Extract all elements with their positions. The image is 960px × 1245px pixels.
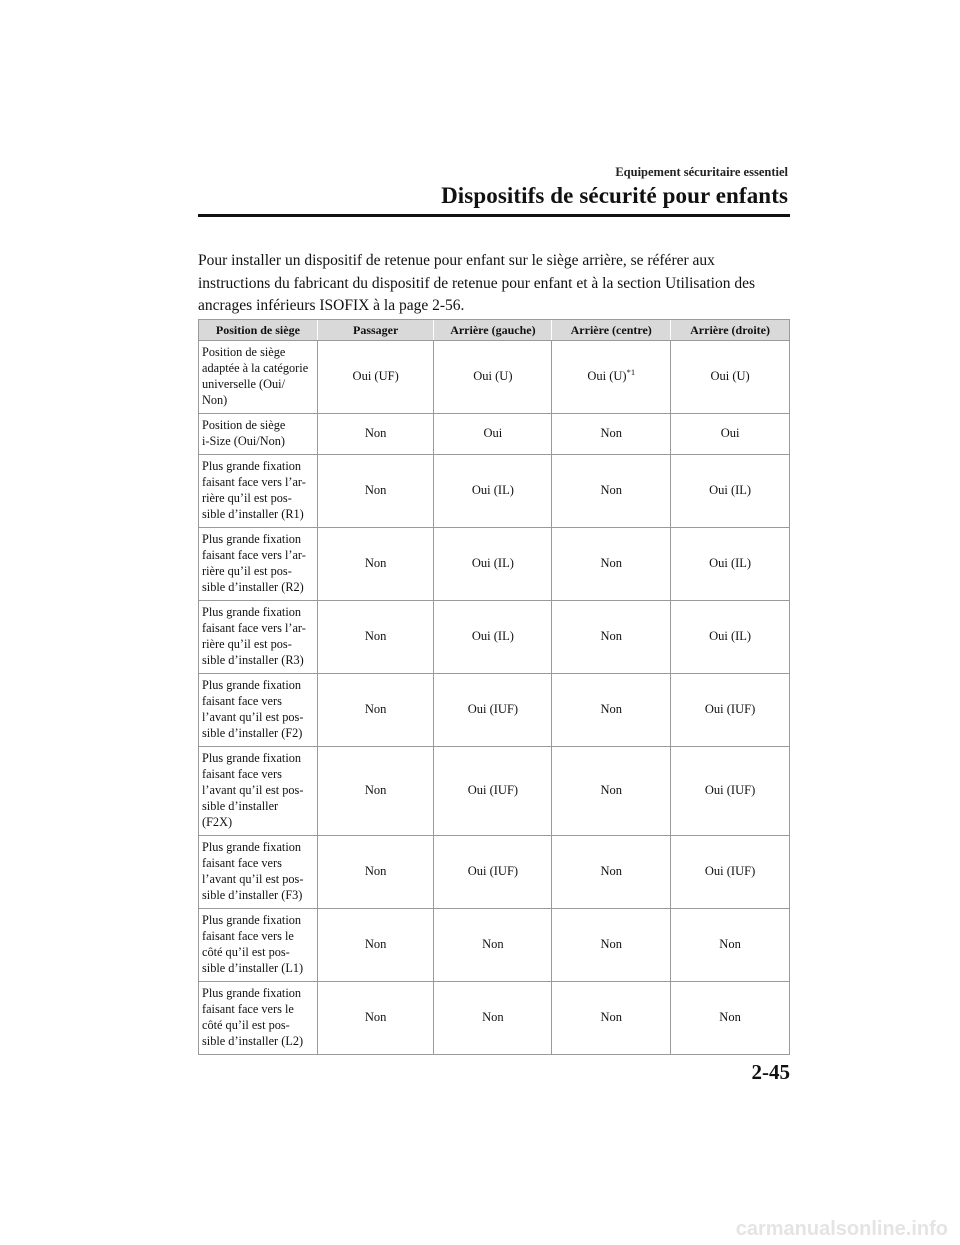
cell-rear-left: Oui (IL) <box>434 601 552 674</box>
row-label: Position de siège i-Size (Oui/Non) <box>199 414 318 455</box>
table-row <box>199 982 790 1055</box>
cell-rear-center: Non <box>552 909 671 982</box>
cell-rear-right: Oui (IUF) <box>671 674 790 747</box>
cell-rear-left: Non <box>434 982 552 1055</box>
cell-rear-right: Oui (IUF) <box>671 747 790 836</box>
row-label: Plus grande fixation faisant face vers l’ar- rière qu’il est pos- sible d’installer (R3) <box>199 601 318 674</box>
header-rear-left: Arrière (gauche) <box>434 320 552 341</box>
cell-rear-center: Non <box>552 674 671 747</box>
cell-passenger: Non <box>317 414 434 455</box>
title-rule <box>198 214 790 217</box>
footnote-marker: *1 <box>626 367 636 378</box>
table-row <box>199 528 790 601</box>
cell-rear-left: Oui (IL) <box>434 528 552 601</box>
cell-rear-right: Oui (IL) <box>671 455 790 528</box>
cell-passenger: Non <box>317 747 434 836</box>
cell-rear-center: Non <box>552 414 671 455</box>
isofix-compatibility-table <box>198 319 790 1055</box>
watermark-logo: carmanualsonline.info <box>735 1218 948 1240</box>
table-header-row <box>199 320 790 341</box>
row-label: Plus grande fixation faisant face vers l’avant qu’il est pos- sible d’installer (F2) <box>199 674 318 747</box>
table-row <box>199 601 790 674</box>
cell-rear-center: Non <box>552 528 671 601</box>
cell-passenger: Oui (UF) <box>317 341 434 414</box>
cell-rear-center: Non <box>552 982 671 1055</box>
page-number: 2-45 <box>751 1060 790 1084</box>
section-label: Equipement sécuritaire essentiel <box>615 165 788 179</box>
table-row <box>199 674 790 747</box>
row-label: Plus grande fixation faisant face vers le côté qu’il est pos- sible d’installer (L1) <box>199 909 318 982</box>
row-label: Plus grande fixation faisant face vers le côté qu’il est pos- sible d’installer (L2) <box>199 982 318 1055</box>
cell-rear-center: Non <box>552 455 671 528</box>
header-rear-right: Arrière (droite) <box>671 320 790 341</box>
row-label: Position de siège adaptée à la catégorie universelle (Oui/ Non) <box>199 341 318 414</box>
table-row <box>199 836 790 909</box>
cell-rear-center: Non <box>552 601 671 674</box>
cell-rear-left: Oui (IUF) <box>434 674 552 747</box>
cell-rear-right: Oui (IL) <box>671 528 790 601</box>
cell-rear-right: Non <box>671 982 790 1055</box>
header-seat-position: Position de siège <box>199 320 318 341</box>
cell-passenger: Non <box>317 674 434 747</box>
cell-rear-center: Non <box>552 747 671 836</box>
cell-rear-left: Oui (IUF) <box>434 836 552 909</box>
cell-passenger: Non <box>317 909 434 982</box>
row-label: Plus grande fixation faisant face vers l’ar- rière qu’il est pos- sible d’installer (R1) <box>199 455 318 528</box>
cell-rear-right: Oui (IL) <box>671 601 790 674</box>
cell-rear-left: Oui (IL) <box>434 455 552 528</box>
header-rear-center: Arrière (centre) <box>552 320 671 341</box>
cell-rear-right: Non <box>671 909 790 982</box>
header-passenger: Passager <box>317 320 434 341</box>
table-row <box>199 414 790 455</box>
cell-passenger: Non <box>317 455 434 528</box>
table-row <box>199 747 790 836</box>
cell-passenger: Non <box>317 836 434 909</box>
cell-rear-left: Oui (U) <box>434 341 552 414</box>
row-label: Plus grande fixation faisant face vers l’ar- rière qu’il est pos- sible d’installer (R2) <box>199 528 318 601</box>
cell-rear-right: Oui (U) <box>671 341 790 414</box>
cell-passenger: Non <box>317 601 434 674</box>
cell-rear-right: Oui (IUF) <box>671 836 790 909</box>
cell-rear-center <box>552 341 671 414</box>
cell-value: Oui (U) <box>587 369 627 384</box>
page-title: Dispositifs de sécurité pour enfants <box>441 183 788 208</box>
table-row <box>199 455 790 528</box>
intro-paragraph: Pour installer un dispositif de retenue pour enfant sur le siège arrière, se référer aux instructions du fabricant du dispositif de retenue pour enfant et à la section Utilisation des ancrages inférieurs ISOFIX à la page 2-56. <box>198 252 755 314</box>
cell-passenger: Non <box>317 528 434 601</box>
row-label: Plus grande fixation faisant face vers l’avant qu’il est pos- sible d’installer (F2X) <box>199 747 318 836</box>
cell-rear-right: Oui <box>671 414 790 455</box>
cell-rear-center: Non <box>552 836 671 909</box>
table-row <box>199 341 790 414</box>
cell-rear-left: Oui (IUF) <box>434 747 552 836</box>
cell-passenger: Non <box>317 982 434 1055</box>
row-label: Plus grande fixation faisant face vers l’avant qu’il est pos- sible d’installer (F3) <box>199 836 318 909</box>
table-row <box>199 909 790 982</box>
cell-rear-left: Oui <box>434 414 552 455</box>
cell-rear-left: Non <box>434 909 552 982</box>
